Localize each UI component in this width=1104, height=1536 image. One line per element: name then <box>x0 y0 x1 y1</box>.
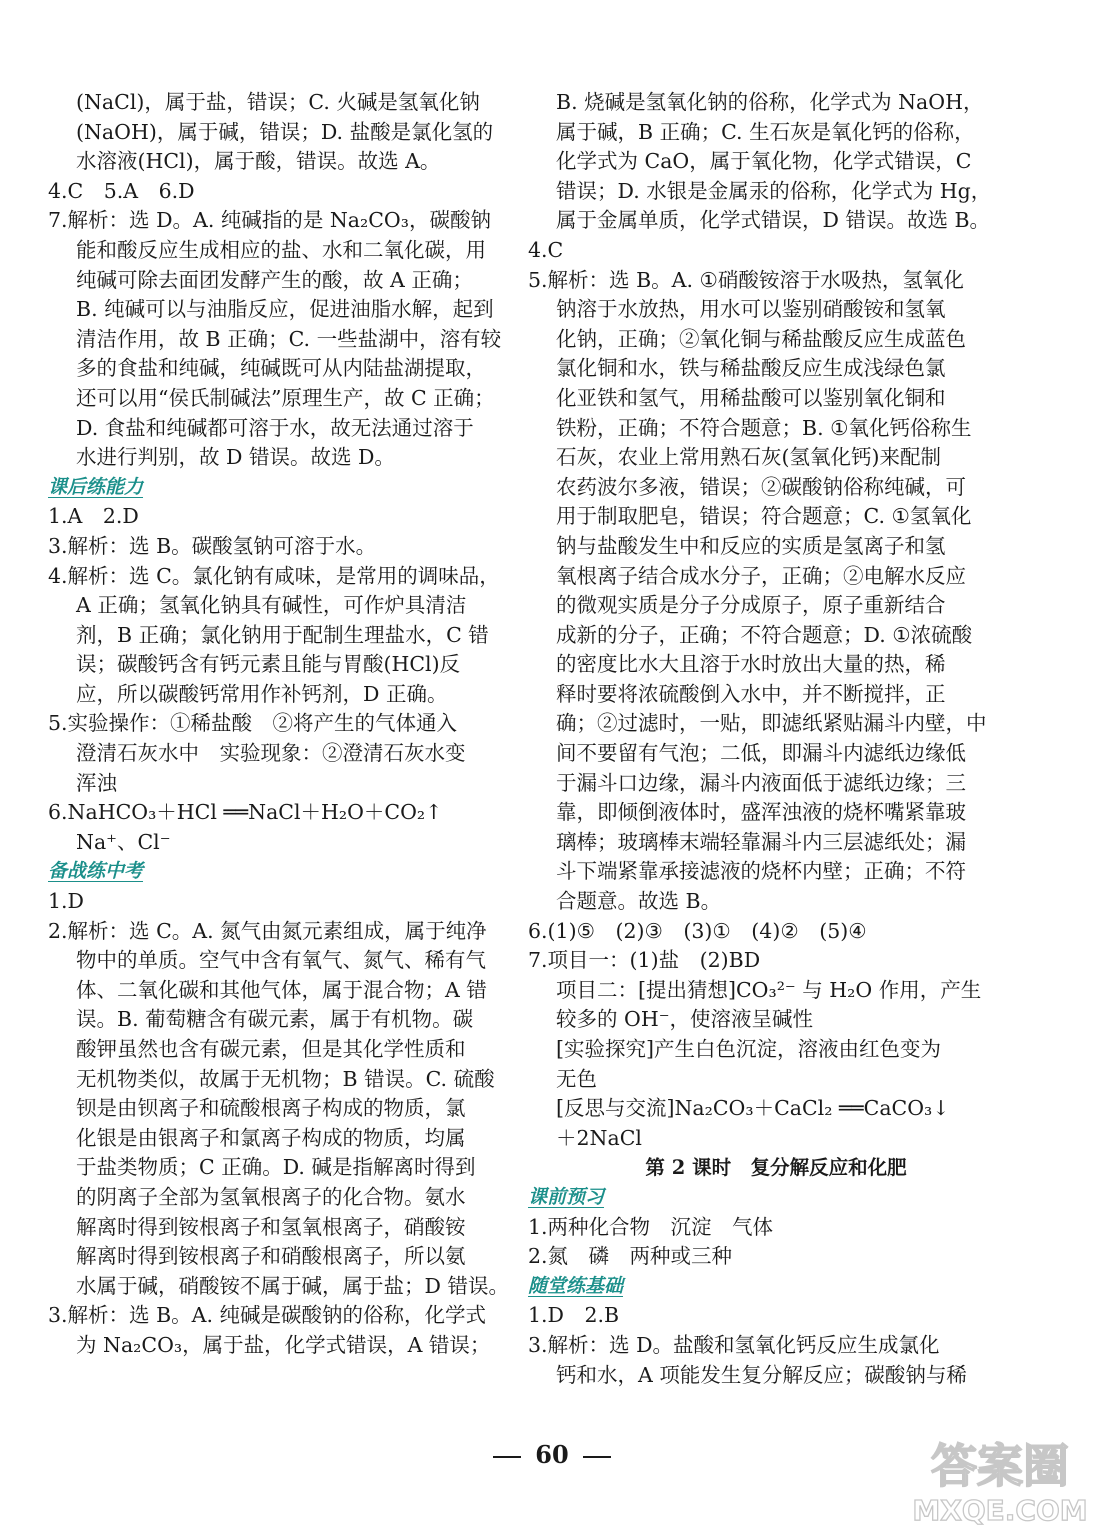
text-line: 钠与盐酸发生中和反应的实质是氢离子和氢 <box>556 533 946 558</box>
text-line: 3.解析：选 B。A. 纯碱是碳酸钠的俗称，化学式 <box>48 1303 486 1328</box>
text-line: 化银是由银离子和氯离子构成的物质，均属 <box>76 1125 466 1150</box>
text-line: 间不要留有气泡；二低，即漏斗内滤纸边缘低 <box>556 741 966 766</box>
text-line: [反思与交流]Na₂CO₃＋CaCl₂ ══CaCO₃↓ <box>556 1096 950 1121</box>
text-line: 钠溶于水放热，用水可以鉴别硝酸铵和氢氧 <box>556 297 946 322</box>
section-heading: 备战练中考 <box>48 860 144 883</box>
text-line: 2.解析：选 C。A. 氮气由氮元素组成，属于纯净 <box>48 918 487 943</box>
text-line: 澄清石灰水中 实验现象：②澄清石灰水变 <box>76 741 466 766</box>
text-line: 于漏斗口边缘，漏斗内液面低于滤纸边缘；三 <box>556 770 966 795</box>
text-line: 无机物类似，故属于无机物；B 错误。C. 硫酸 <box>76 1066 495 1091</box>
text-line: 多的食盐和纯碱，纯碱既可从内陆盐湖提取， <box>76 356 486 381</box>
text-line: 的阴离子全部为氢氧根离子的化合物。氨水 <box>76 1184 466 1209</box>
section-heading: 课后练能力 <box>48 475 144 498</box>
text-line: (NaOH)，属于碱，错误；D. 盐酸是氯化氢的 <box>76 119 494 144</box>
footer-dash-right <box>583 1456 611 1458</box>
text-line: 为 Na₂CO₃，属于盐，化学式错误，A 错误； <box>76 1332 491 1357</box>
text-line: 酸钾虽然也含有碳元素，但是其化学性质和 <box>76 1037 466 1061</box>
text-line: 的微观实质是分子分成原子，原子重新结合 <box>556 593 946 618</box>
text-line: 石灰，农业上常用熟石灰(氢氧化钙)来配制 <box>556 445 941 470</box>
text-line: 清洁作用，故 B 正确；C. 一些盐湖中，溶有较 <box>76 326 502 351</box>
text-line: 7.项目一：(1)盐 (2)BD <box>528 948 761 973</box>
text-line: 的密度比水大且溶于水时放出大量的热，稀 <box>556 652 946 677</box>
text-line: 属于碱，B 正确；C. 生石灰是氧化钙的俗称， <box>556 119 975 144</box>
text-line: 误；碳酸钙含有钙元素且能与胃酸(HCl)反 <box>76 652 461 677</box>
text-line: 斗下端紧靠承接滤液的烧杯内壁；正确；不符 <box>556 859 966 884</box>
text-line: 璃棒；玻璃棒末端轻靠漏斗内三层滤纸处；漏 <box>556 829 966 854</box>
text-line: 3.解析：选 B。碳酸氢钠可溶于水。 <box>48 533 377 558</box>
text-line: 5.解析：选 B。A. ①硝酸铵溶于水吸热，氢氧化 <box>528 267 964 292</box>
text-line: D. 食盐和纯碱都可溶于水，故无法通过溶于 <box>76 415 474 440</box>
text-line: 7.解析：选 D。A. 纯碱指的是 Na₂CO₃，碳酸钠 <box>48 208 491 233</box>
page-number: 60 <box>535 1440 569 1469</box>
watermark-top-text: 答案圈 <box>931 1439 1069 1493</box>
text-line: 属于金属单质，化学式错误，D 错误。故选 B。 <box>556 208 991 233</box>
footer-dash-left <box>493 1456 521 1458</box>
text-line: 3.解析：选 D。盐酸和氢氧化钙反应生成氯化 <box>528 1332 940 1357</box>
text-line: 确；②过滤时，一贴，即滤纸紧贴漏斗内壁，中 <box>556 711 987 736</box>
section-heading: 课前预习 <box>528 1185 605 1208</box>
text-line: 能和酸反应生成相应的盐、水和二氧化碳，用 <box>76 237 486 262</box>
text-line: 1.D 2.B <box>528 1303 620 1328</box>
text-line: 无色 <box>556 1066 597 1091</box>
text-line: 水进行判别，故 D 错误。故选 D。 <box>76 445 395 470</box>
text-line: B. 烧碱是氢氧化钠的俗称，化学式为 NaOH， <box>556 90 984 114</box>
text-line: 体、二氧化碳和其他气体，属于混合物；A 错 <box>76 977 487 1002</box>
text-line: 靠，即倾倒液体时，盛浑浊液的烧杯嘴紧靠玻 <box>556 800 966 825</box>
text-line: 4.C <box>528 237 564 262</box>
text-line: 1.D <box>48 889 84 914</box>
text-line: 还可以用“侯氏制碱法”原理生产，故 C 正确； <box>76 385 495 410</box>
text-line: 释时要将浓硫酸倒入水中，并不断搅拌，正 <box>556 681 946 706</box>
text-line: 2.氮 磷 两种或三种 <box>528 1244 733 1269</box>
text-line: 化亚铁和氢气，用稀盐酸可以鉴别氧化铜和 <box>556 385 946 410</box>
text-line: 农药波尔多液，错误；②碳酸钠俗称纯碱，可 <box>556 474 966 499</box>
text-line: 剂，B 正确；氯化钠用于配制生理盐水，C 错 <box>76 622 489 647</box>
text-line: 于盐类物质；C 正确。D. 碱是指解离时得到 <box>76 1155 476 1180</box>
text-line: 应，所以碳酸钙常用作补钙剂，D 正确。 <box>76 681 448 706</box>
text-line: 错误；D. 水银是金属汞的俗称，化学式为 Hg， <box>556 178 992 203</box>
text-line: 钡是由钡离子和硫酸根离子构成的物质，氯 <box>76 1096 466 1121</box>
text-line: 6.NaHCO₃＋HCl ══NaCl＋H₂O＋CO₂↑ <box>48 800 443 825</box>
text-line: 纯碱可除去面团发酵产生的酸，故 A 正确； <box>76 267 473 292</box>
text-line: 水溶液(HCl)，属于酸，错误。故选 A。 <box>76 149 441 174</box>
text-line: 成新的分子，正确；不符合题意；D. ①浓硫酸 <box>556 622 973 647</box>
text-line: 1.两种化合物 沉淀 气体 <box>528 1214 774 1239</box>
text-line: B. 纯碱可以与油脂反应，促进油脂水解，起到 <box>76 297 494 322</box>
text-line: 水属于碱，硝酸铵不属于碱，属于盐；D 错误。 <box>76 1273 509 1298</box>
text-line: 解离时得到铵根离子和硝酸根离子，所以氨 <box>76 1244 466 1269</box>
watermark-logo <box>900 1430 1100 1530</box>
text-line: 钙和水，A 项能发生复分解反应；碳酸钠与稀 <box>556 1362 967 1387</box>
text-line: Na⁺、Cl⁻ <box>76 829 171 854</box>
text-line: 氯化铜和水，铁与稀盐酸反应生成浅绿色氯 <box>556 356 946 381</box>
right-column <box>528 88 1064 1390</box>
text-line: 5.实验操作：①稀盐酸 ②将产生的气体通入 <box>48 711 458 736</box>
text-line: 4.解析：选 C。氯化钠有咸味，是常用的调味品， <box>48 563 500 588</box>
text-line: [实验探究]产生白色沉淀，溶液由红色变为 <box>556 1037 941 1061</box>
left-column <box>48 88 560 1361</box>
text-line: 氧根离子结合成水分子，正确；②电解水反应 <box>556 563 966 588</box>
text-line: 合题意。故选 B。 <box>556 889 722 914</box>
text-line: 项目二：[提出猜想]CO₃²⁻ 与 H₂O 作用，产生 <box>556 977 982 1002</box>
text-line: 1.A 2.D <box>48 504 139 529</box>
text-line: 用于制取肥皂，错误；符合题意；C. ①氢氧化 <box>556 504 972 529</box>
section-heading: 随堂练基础 <box>528 1274 624 1297</box>
text-line: 铁粉，正确；不符合题意；B. ①氧化钙俗称生 <box>556 415 972 440</box>
text-line: 化学式为 CaO，属于氧化物，化学式错误，C <box>556 149 972 174</box>
text-line: 6.(1)⑤ (2)③ (3)① (4)② (5)④ <box>528 918 867 943</box>
lesson-title: 第 2 课时 复分解反应和化肥 <box>645 1156 907 1180</box>
text-line: (NaCl)，属于盐，错误；C. 火碱是氢氧化钠 <box>76 90 480 114</box>
text-line: 4.C 5.A 6.D <box>48 178 195 203</box>
text-line: 较多的 OH⁻，使溶液呈碱性 <box>556 1007 814 1032</box>
text-line: 误。B. 葡萄糖含有碳元素，属于有机物。碳 <box>76 1007 474 1032</box>
text-line: ＋2NaCl <box>556 1125 642 1150</box>
text-line: 浑浊 <box>76 770 117 795</box>
text-line: 化钠，正确；②氧化铜与稀盐酸反应生成蓝色 <box>556 326 966 351</box>
watermark-bottom-text: MXQE.COM <box>912 1494 1088 1527</box>
text-line: A 正确；氢氧化钠具有碱性，可作炉具清洁 <box>76 593 467 618</box>
text-line: 解离时得到铵根离子和氢氧根离子，硝酸铵 <box>76 1214 466 1239</box>
text-line: 物中的单质。空气中含有氧气、氮气、稀有气 <box>76 948 486 973</box>
